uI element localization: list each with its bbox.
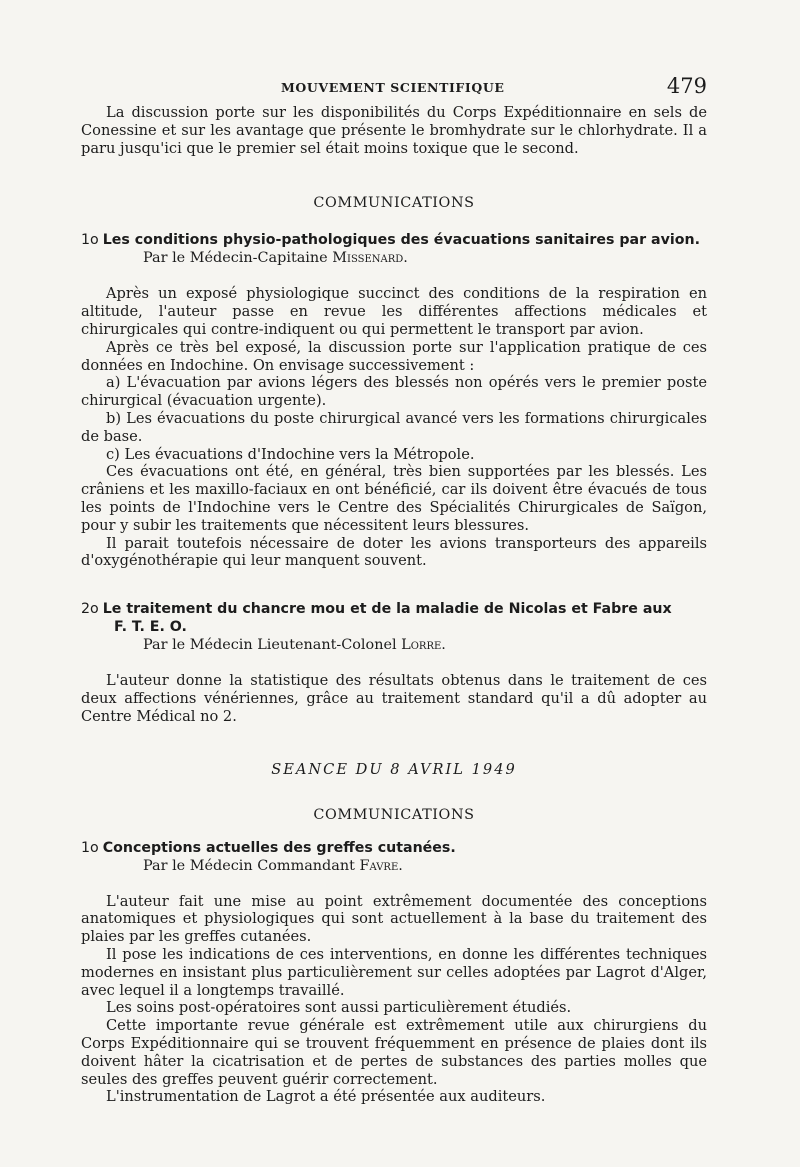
list-item: a) L'évacuation par avions légers des blessés non opérés vers le premier poste chirurgical (évacuation urgente). [81,374,707,410]
paragraph: Après ce très bel exposé, la discussion porte sur l'application pratique de ces données en Indochine. On envisage successivement : [81,338,707,374]
item-number: 2o [81,601,99,618]
byline-prefix: Par le Médecin-Capitaine [143,250,328,267]
byline-favre [81,857,707,875]
paragraph: Cette importante revue générale est extrêmement utile aux chirurgiens du Corps Expéditionnaire qui se trouvent fréquemment en présence de plaies dont ils doivent hâter la cicatrisation et de pertes de substances des parties molles que seules des greffes peuvent guérir correctement. [81,1017,707,1088]
item-title-chancre [81,600,707,636]
item-title-greffes [81,839,707,857]
page-content [81,74,707,1106]
paragraph: Ces évacuations ont été, en général, très bien supportées par les blessés. Les crâniens et les maxillo-faciaux en ont bénéficié, car ils doivent être évacués de tous les points de l'Indochine vers le Centre des Spécialités Chirurgicales de Saïgon, pour y subir les traitements que nécessitent leurs blessures. [81,463,707,534]
author-name: Favre. [359,857,403,874]
item-title-text: Les conditions physio-pathologiques des évacuations sanitaires par avion. [102,232,700,249]
list-item: b) Les évacuations du poste chirurgical avancé vers les formations chirurgicales de base. [81,409,707,445]
item-title-continuation: F. T. E. O. [114,619,187,636]
list-item: c) Les évacuations d'Indochine vers la Métropole. [106,445,475,463]
byline-prefix: Par le Médecin Lieutenant-Colonel [143,637,397,654]
running-head: MOUVEMENT SCIENTIFIQUE [281,80,505,95]
item-number: 1o [81,232,99,249]
item-title-text: Conceptions actuelles des greffes cutanées. [102,839,456,856]
item-number: 1o [81,839,99,856]
section-heading-communications-2: COMMUNICATIONS [313,806,475,823]
author-name: Missenard. [332,250,408,267]
intro-paragraph: La discussion porte sur les disponibilités du Corps Expéditionnaire en sels de Conessine et sur les avantage que présente le bromhydrate sur le chlorhydrate. Il a paru jusqu'ici que le premier sel était moins toxique que le second. [81,104,707,157]
item-title-evacuations [81,231,707,249]
author-name: Lorre. [401,637,446,654]
byline-missenard [81,249,707,267]
paragraph: Après un exposé physiologique succinct des conditions de la respiration en altitude, l'auteur passe en revue les différentes affections médicales et chirurgicales qui contre-indiquent ou qui permettent le transport par avion. [81,285,707,338]
paragraph: Il pose les indications de ces interventions, en donne les différentes techniques modernes en insistant plus particulièrement sur celles adoptées par Lagrot d'Alger, avec lequel il a longtemps travaillé. [81,945,707,999]
section-heading-communications-1: COMMUNICATIONS [313,195,475,212]
byline-lorre [81,636,707,654]
paragraph: L'auteur donne la statistique des résultats obtenus dans le traitement de ces deux affections vénériennes, grâce au traitement standard qu'il a dû adopter au Centre Médical no 2. [81,672,707,725]
item-title-text: Le traitement du chancre mou et de la maladie de Nicolas et Fabre aux [102,601,672,618]
byline-prefix: Par le Médecin Commandant [143,857,355,874]
page-number: 479 [666,74,707,98]
paragraph: L'instrumentation de Lagrot a été présentée aux auditeurs. [106,1088,546,1106]
paragraph: Les soins post-opératoires sont aussi particulièrement étudiés. [106,999,572,1017]
seance-heading: SEANCE DU 8 AVRIL 1949 [271,760,517,778]
paragraph: L'auteur fait une mise au point extrêmement documentée des conceptions anatomiques et physiologiques qui sont actuellement à la base du traitement des plaies par les greffes cutanées. [81,892,707,946]
paragraph: Il parait toutefois nécessaire de doter les avions transporteurs des appareils d'oxygénothérapie qui leur manquent souvent. [81,534,707,570]
page-header [81,74,707,104]
